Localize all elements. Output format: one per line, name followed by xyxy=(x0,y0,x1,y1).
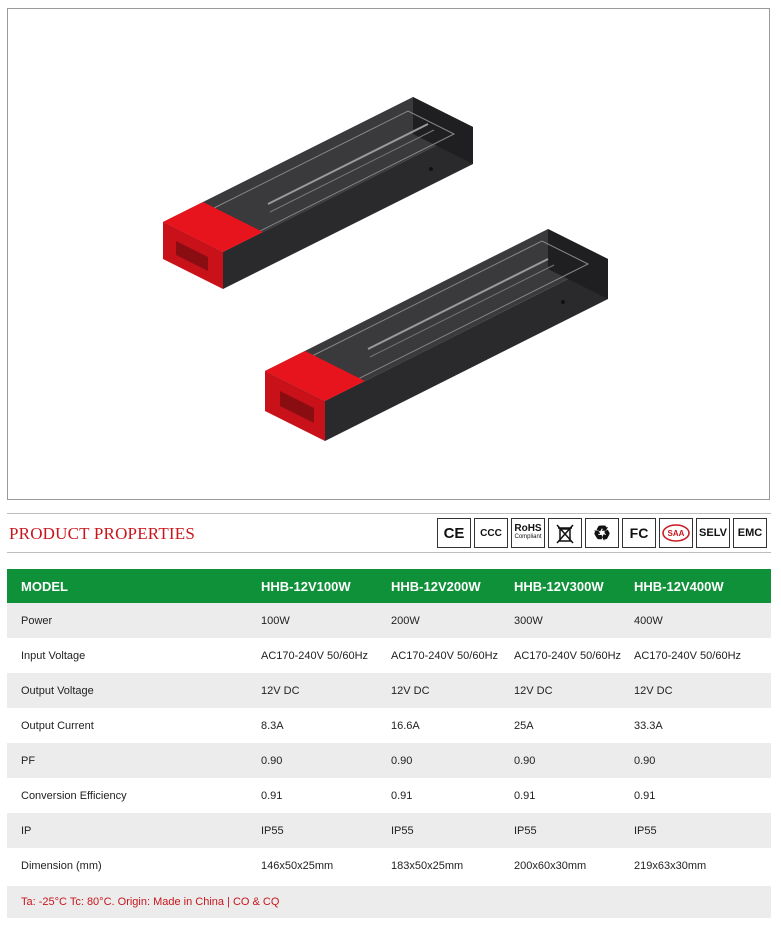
table-cell: 0.90 xyxy=(261,743,391,778)
column-header-400w: HHB-12V400W xyxy=(634,569,771,603)
row-label: Dimension (mm) xyxy=(7,848,261,883)
column-header-200w: HHB-12V200W xyxy=(391,569,514,603)
row-label: Conversion Efficiency xyxy=(7,778,261,813)
table-cell: AC170-240V 50/60Hz xyxy=(634,638,771,673)
product-photo xyxy=(7,8,770,500)
table-cell: 0.90 xyxy=(514,743,634,778)
section-title: PRODUCT PROPERTIES xyxy=(9,524,196,543)
weee-bin-icon xyxy=(548,518,582,548)
table-cell: 146x50x25mm xyxy=(261,848,391,883)
table-row xyxy=(7,603,771,638)
table-cell: 0.91 xyxy=(514,778,634,813)
table-cell: 25A xyxy=(514,708,634,743)
table-cell: 12V DC xyxy=(634,673,771,708)
table-header-row xyxy=(7,569,771,603)
table-cell: 12V DC xyxy=(391,673,514,708)
footnote: Ta: -25°C Tc: 80°C. Origin: Made in China | CO & CQ xyxy=(7,886,771,918)
column-header-300w: HHB-12V300W xyxy=(514,569,634,603)
specifications-table xyxy=(7,569,771,883)
table-row xyxy=(7,778,771,813)
table-cell: 100W xyxy=(261,603,391,638)
table-cell: 183x50x25mm xyxy=(391,848,514,883)
table-row xyxy=(7,813,771,848)
table-cell: AC170-240V 50/60Hz xyxy=(391,638,514,673)
table-row xyxy=(7,848,771,883)
ce-mark-icon: CE xyxy=(437,518,471,548)
row-label: Output Current xyxy=(7,708,261,743)
recycle-icon: ♻ xyxy=(585,518,619,548)
fc-mark-icon: FC xyxy=(622,518,656,548)
column-header-100w: HHB-12V100W xyxy=(261,569,391,603)
power-supply-unit-lower xyxy=(265,229,608,441)
row-label: IP xyxy=(7,813,261,848)
table-cell: 0.91 xyxy=(391,778,514,813)
power-supply-unit-upper xyxy=(163,97,473,289)
table-row xyxy=(7,743,771,778)
table-row xyxy=(7,708,771,743)
rohs-label: RoHS xyxy=(514,523,542,534)
table-cell: 0.91 xyxy=(634,778,771,813)
table-cell: IP55 xyxy=(634,813,771,848)
row-label: PF xyxy=(7,743,261,778)
table-cell: 0.90 xyxy=(634,743,771,778)
table-cell: IP55 xyxy=(261,813,391,848)
row-label: Input Voltage xyxy=(7,638,261,673)
saa-mark-icon xyxy=(659,518,693,548)
table-cell: 300W xyxy=(514,603,634,638)
table-cell: 200W xyxy=(391,603,514,638)
row-label: Output Voltage xyxy=(7,673,261,708)
rohs-icon xyxy=(511,518,545,548)
table-cell: 0.90 xyxy=(391,743,514,778)
table-row xyxy=(7,673,771,708)
table-cell: AC170-240V 50/60Hz xyxy=(261,638,391,673)
table-cell: 400W xyxy=(634,603,771,638)
table-cell: 8.3A xyxy=(261,708,391,743)
rohs-sublabel: Compliant xyxy=(514,534,542,540)
table-cell: 33.3A xyxy=(634,708,771,743)
table-cell: IP55 xyxy=(391,813,514,848)
table-cell: 200x60x30mm xyxy=(514,848,634,883)
table-cell: IP55 xyxy=(514,813,634,848)
table-cell: 0.91 xyxy=(261,778,391,813)
table-cell: 219x63x30mm xyxy=(634,848,771,883)
certification-icons xyxy=(437,518,767,548)
saa-label: SAA xyxy=(667,529,685,538)
row-label: Power xyxy=(7,603,261,638)
product-properties-header xyxy=(7,513,771,553)
table-row xyxy=(7,638,771,673)
selv-mark-icon: SELV xyxy=(696,518,730,548)
emc-mark-icon: EMC xyxy=(733,518,767,548)
ccc-mark-icon: CCC xyxy=(474,518,508,548)
column-header-model: MODEL xyxy=(7,569,261,603)
table-cell: 12V DC xyxy=(261,673,391,708)
power-supply-illustration xyxy=(8,9,771,501)
table-cell: 12V DC xyxy=(514,673,634,708)
table-cell: AC170-240V 50/60Hz xyxy=(514,638,634,673)
table-cell: 16.6A xyxy=(391,708,514,743)
